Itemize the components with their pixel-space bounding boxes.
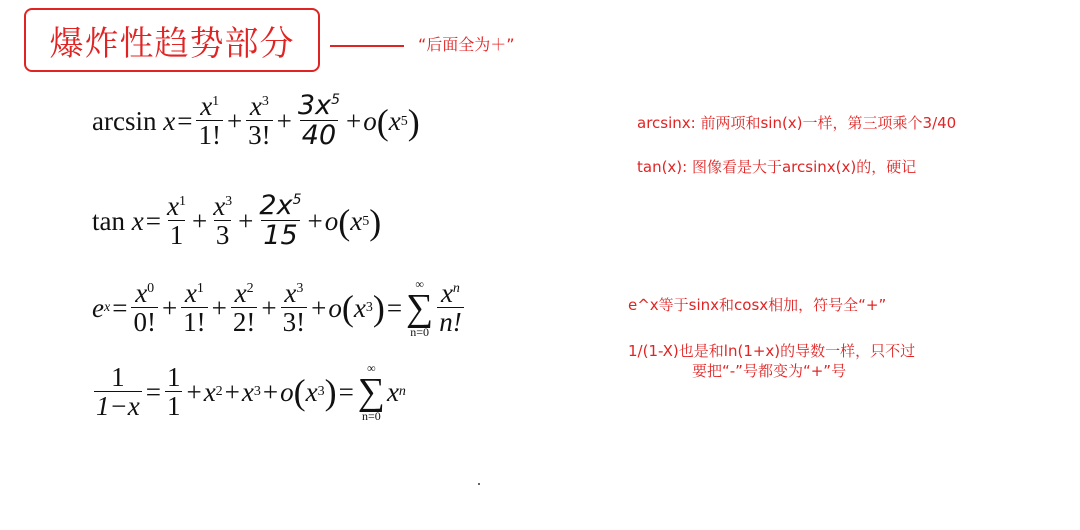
title-connector-line (330, 45, 404, 47)
plus-sign: + (262, 376, 279, 407)
plus-sign: + (161, 292, 178, 323)
exp-term-1: $\frac{x^1}{1!}$ (183, 277, 206, 337)
plus-sign: + (307, 206, 323, 237)
plus-sign: + (186, 376, 202, 407)
note-geometric-line-1: 1/(1-X)也是和ln(1+x)的导数一样，只不过 (628, 342, 916, 360)
equals-sign: = (112, 292, 128, 323)
section-title: 爆炸性趋势部分 (49, 23, 295, 64)
geom-term-3: x (241, 376, 254, 407)
arcsin-term-1: $\frac{x^1}{1!}$ (198, 91, 221, 151)
little-o: o (328, 292, 342, 323)
arcsin-term-2: $\frac{x^3}{3!}$ (248, 91, 271, 151)
equals-sign: = (145, 376, 161, 407)
plus-sign: + (238, 206, 254, 237)
little-o: o (363, 106, 377, 137)
tan-term-3-handwritten: $\frac{2x^5}{15}$ (259, 190, 302, 252)
arcsin-term-3-handwritten: $\frac{3x^5}{40}$ (297, 90, 340, 152)
formula-geometric: $\frac{1}{1-x}$ = $\frac{1}{1}$ + x 2 + x 3 + o ( x 3 ) = ∞ ∑ n=0 x n (96, 361, 406, 424)
stray-dot (478, 483, 480, 485)
exp-sum-term: $\frac{x^n}{n!}$ (439, 277, 462, 337)
formula-arcsin: arcsin x = $\frac{x^1}{1!}$ + $\frac{x^3}{3!}$ + $\frac{3x^5}{40}$ + o ( x 5 ) (92, 90, 420, 152)
tan-term-1: $\frac{x^1}{1}$ (166, 191, 186, 251)
equals-sign: = (177, 106, 193, 137)
summation: ∞ ∑ n=0 (406, 277, 434, 340)
arcsin-lhs: arcsin (92, 106, 157, 137)
plus-sign: + (311, 292, 327, 323)
exp-term-2: $\frac{x^2}{2!}$ (232, 277, 256, 337)
plus-sign: + (261, 292, 277, 323)
plus-sign: + (191, 206, 208, 237)
little-o: o (324, 206, 339, 237)
tan-var: x (131, 206, 144, 237)
exp-term-0: $\frac{x^0}{0!}$ (133, 277, 156, 337)
little-o: o (280, 376, 294, 407)
tan-lhs: tan (92, 206, 125, 237)
plus-sign: + (226, 106, 243, 137)
note-arcsin: arcsinx: 前两项和sin(x)一样，第三项乘个3/40 (637, 114, 957, 132)
equals-sign: = (145, 206, 161, 237)
plus-sign: + (346, 106, 362, 137)
equals-sign: = (338, 376, 354, 407)
exp-term-3: $\frac{x^3}{3!}$ (282, 277, 306, 337)
geom-term-2: x (203, 376, 216, 407)
plus-sign: + (276, 106, 292, 137)
equals-sign: = (386, 292, 403, 323)
geom-sum-term: x (386, 376, 399, 407)
section-title-box (24, 8, 320, 72)
geom-lhs: $\frac{1}{1-x}$ (96, 361, 140, 421)
exp-lhs: e (92, 292, 104, 323)
note-exp: e^x等于sinx和cosx相加，符号全“+” (628, 296, 887, 314)
geom-term-1: $\frac{1}{1}$ (166, 361, 181, 421)
arcsin-var: x (163, 106, 176, 137)
title-note: “后面全为＋” (418, 35, 515, 54)
tan-term-2: $\frac{x^3}{3}$ (213, 191, 233, 251)
summation: ∞ ∑ n=0 (357, 361, 385, 424)
formula-tan: tan x = $\frac{x^1}{1}$ + $\frac{x^3}{3}$ + $\frac{2x^5}{15}$ + o ( x 5 ) (92, 190, 382, 252)
formula-exp: e x = $\frac{x^0}{0!}$ + $\frac{x^1}{1!}$ + $\frac{x^2}{2!}$ + $\frac{x^3}{3!}$ + o ( x 3 ) = ∞ ∑ n=0 $\frac{x^n}{n!}$ (92, 277, 462, 340)
plus-sign: + (224, 376, 240, 407)
note-tan: tan(x): 图像看是大于arcsinx(x)的，硬记 (637, 158, 917, 176)
plus-sign: + (211, 292, 227, 323)
note-geometric-line-2: 要把“-”号都变为“+”号 (692, 362, 847, 380)
